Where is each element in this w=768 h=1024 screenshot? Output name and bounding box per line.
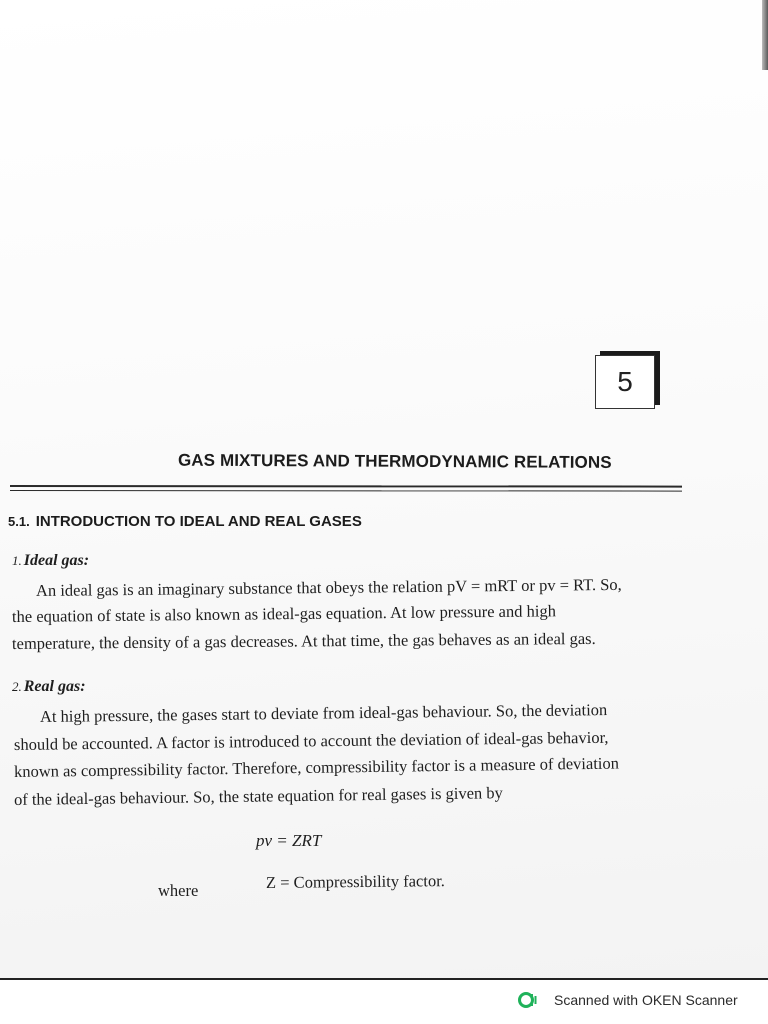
chapter-number: 5 — [617, 366, 633, 397]
real-gas-heading — [12, 678, 86, 696]
section-number: 5.1. — [8, 514, 30, 529]
title-rule-thick — [10, 485, 682, 488]
real-gas-line-1: At high pressure, the gases start to deviate from ideal-gas behaviour. So, the deviation — [39, 700, 608, 726]
section-heading — [8, 513, 362, 530]
oken-scanner-logo-icon — [518, 991, 540, 1009]
ideal-gas-line-1: An ideal gas is an imaginary substance that obeys the relation pV = mRT or pv = RT. So, — [35, 574, 622, 600]
real-gas-heading-text: Real gas: — [23, 678, 86, 695]
ideal-gas-line-3: temperature, the density of a gas decreases. At that time, the gas behaves as an ideal gas. — [11, 628, 596, 653]
real-gas-equation: pv = ZRT — [256, 831, 322, 850]
ideal-gas-line-2: the equation of state is also known as ideal-gas equation. At low pressure and high — [11, 601, 556, 626]
real-gas-line-3: known as compressibility factor. Therefore, compressibility factor is a measure of deviation — [13, 753, 620, 781]
title-rule-thin — [10, 490, 682, 492]
chapter-number-box — [595, 355, 655, 409]
page-edge-shadow — [762, 0, 768, 70]
where-label: where — [158, 881, 199, 900]
real-gas-line-4: of the ideal-gas behaviour. So, the state equation for real gases is given by — [13, 783, 503, 809]
ideal-gas-heading-text: Ideal gas: — [23, 552, 90, 569]
section-title: INTRODUCTION TO IDEAL AND REAL GASES — [35, 513, 362, 530]
chapter-title: GAS MIXTURES AND THERMODYNAMIC RELATIONS — [177, 450, 612, 472]
ideal-gas-number: 1. — [12, 553, 22, 568]
compressibility-definition: Z = Compressibility factor. — [265, 871, 445, 892]
ideal-gas-heading — [12, 552, 89, 570]
real-gas-number: 2. — [12, 679, 22, 694]
scanner-watermark-text: Scanned with OKEN Scanner — [554, 992, 738, 1008]
real-gas-line-2: should be accounted. A factor is introduced to account the deviation of ideal-gas behavior, — [13, 727, 609, 754]
